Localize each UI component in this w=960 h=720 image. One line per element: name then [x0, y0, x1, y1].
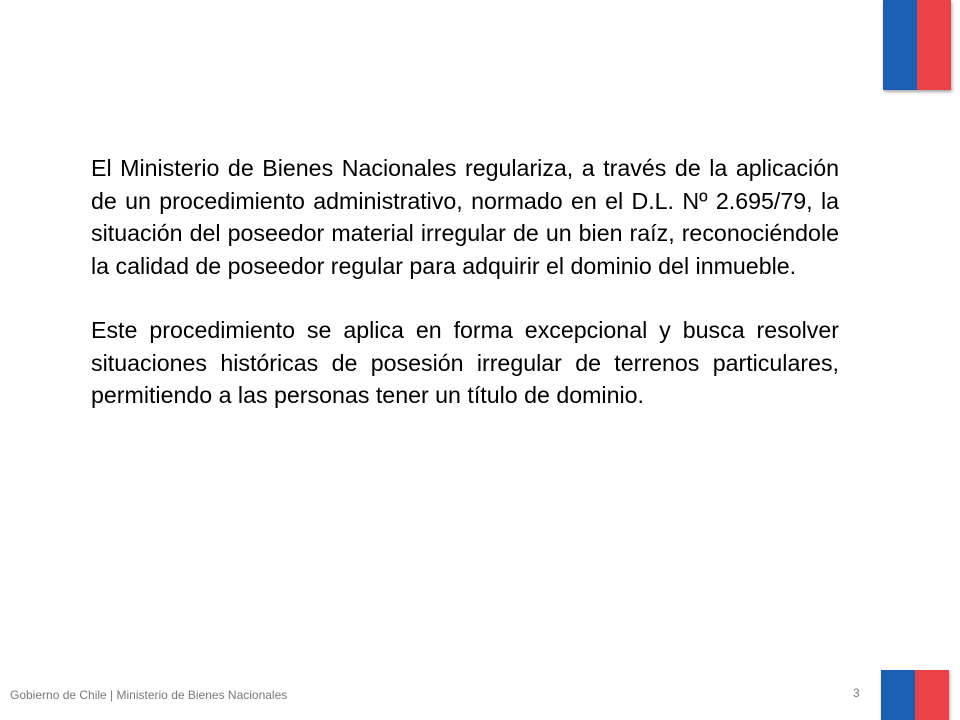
flag-red-stripe: [915, 670, 949, 720]
flag-blue-stripe: [881, 670, 915, 720]
chile-flag-stripes-icon: [881, 670, 949, 720]
flag-blue-stripe: [883, 0, 917, 90]
slide-body: [91, 152, 839, 444]
paragraph-regularization: El Ministerio de Bienes Nacionales regulariza, a través de la aplicación de un procedimiento administrativo, normado en el D.L. Nº 2.695/79, la situación del poseedor material irregular de un bien raíz, reconociéndole la calidad de poseedor regular para adquirir el dominio del inmueble.: [91, 155, 839, 279]
footer-text: Gobierno de Chile | Ministerio de Bienes Nacionales: [10, 688, 288, 702]
chile-flag-stripes-icon: [883, 0, 951, 90]
flag-red-stripe: [917, 0, 951, 90]
paragraph-procedure: Este procedimiento se aplica en forma excepcional y busca resolver situaciones históricas de posesión irregular de terrenos particulares, permitiendo a las personas tener un título de dominio.: [91, 317, 839, 408]
page-number: 3: [853, 686, 860, 700]
